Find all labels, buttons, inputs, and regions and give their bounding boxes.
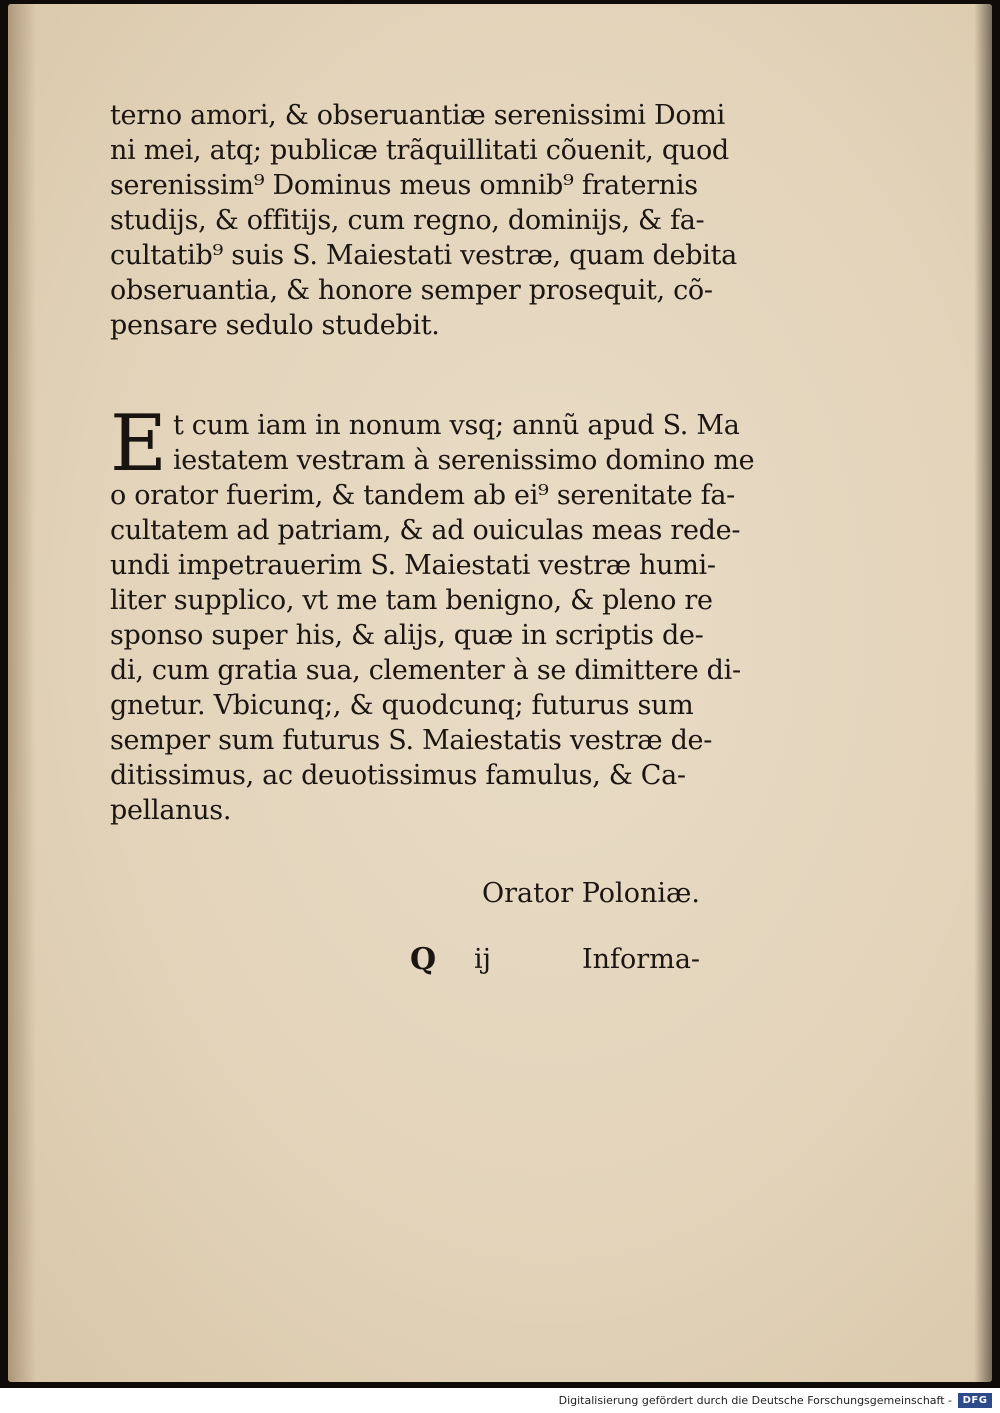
text-line: liter supplico, vt me tam benigno, & pleno re [110, 585, 713, 616]
text-line: terno amori, & obseruantiæ serenissimi Domi [110, 100, 725, 131]
text-line: obseruantia, & honore semper prosequit, cõ- [110, 275, 713, 306]
signature-mark: Q [410, 942, 437, 977]
text-line: pellanus. [110, 795, 232, 826]
closing-signature: Orator Poloniæ. [482, 878, 700, 909]
text-line: undi impetrauerim S. Maiestati vestræ humi- [110, 550, 716, 581]
text-line: iestatem vestram à serenissimo domino me [172, 445, 755, 476]
text-line: di, cum gratia sua, clementer à se dimittere di- [110, 655, 741, 686]
text-line: sponso super his, & alijs, quæ in scriptis de- [110, 620, 704, 651]
dfg-logo-icon: DFG [958, 1393, 992, 1408]
folio-mark: ij [474, 944, 492, 975]
paragraph-1 [110, 98, 737, 343]
text-line: cultatib⁹ suis S. Maiestati vestræ, quam debita [110, 240, 737, 271]
drop-cap-initial: E [110, 399, 167, 489]
text-line: studijs, & offitijs, cum regno, dominijs, & fa- [110, 205, 705, 236]
paragraph-2 [110, 399, 755, 828]
text-line: ni mei, atq; publicæ trãquillitati cõuenit, quod [110, 135, 729, 166]
text-line: t cum iam in nonum vsq; annũ apud S. Ma [172, 410, 740, 441]
text-line: cultatem ad patriam, & ad ouiculas meas rede- [110, 515, 741, 546]
text-line: serenissim⁹ Dominus meus omnib⁹ fraternis [110, 170, 698, 201]
text-line: pensare sedulo studebit. [110, 310, 440, 341]
text-line: o orator fuerim, & tandem ab ei⁹ serenitate fa- [110, 480, 735, 511]
footer-credit: Digitalisierung gefördert durch die Deutsche Forschungsgemeinschaft - [558, 1394, 952, 1407]
text-line: semper sum futurus S. Maiestatis vestræ de- [110, 725, 713, 756]
catchword: Informa- [582, 944, 701, 975]
text-line: gnetur. Vbicunq;, & quodcunq; futurus sum [110, 690, 694, 721]
text-line: ditissimus, ac deuotissimus famulus, & Ca- [110, 760, 686, 791]
